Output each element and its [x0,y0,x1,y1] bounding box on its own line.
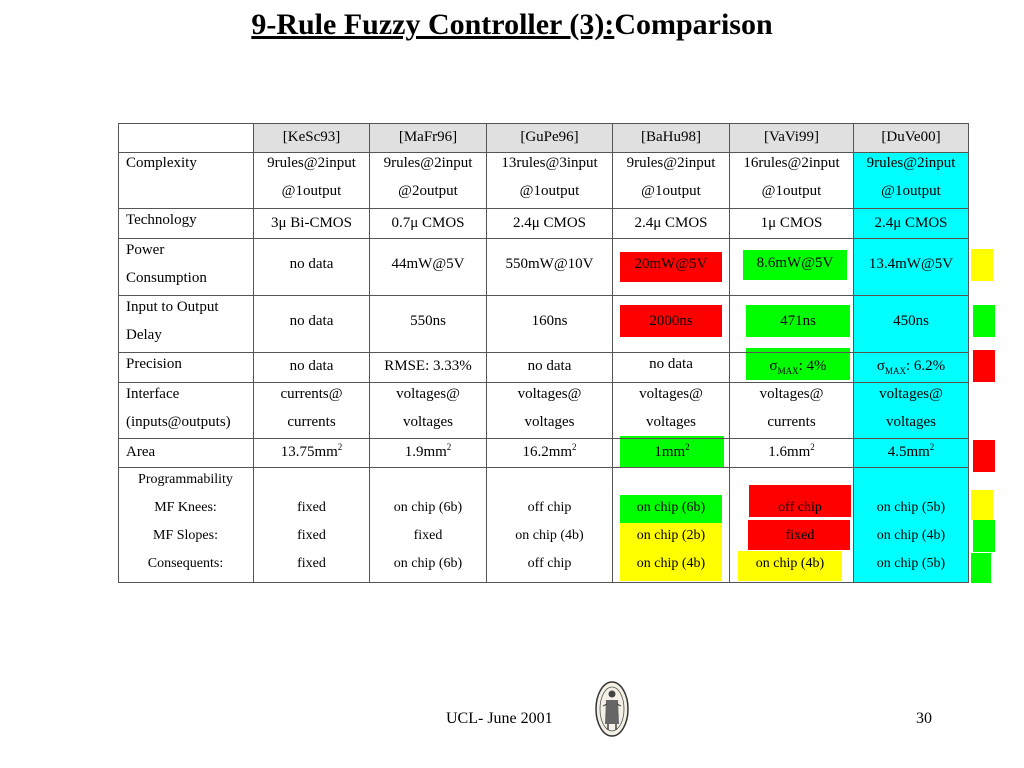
marker-green [973,520,995,552]
table-cell: 2.4μ CMOS [512,215,587,231]
table-cell: on chip (4b) [755,556,825,571]
table-cell: $1.6mm^2$ [768,442,815,460]
table-cell: 20mW@5V [634,256,708,272]
table-cell: no data [649,356,693,372]
table-cell: no data [289,358,334,374]
comparison-table [118,123,969,583]
table-cell: voltages@ currents [759,386,824,430]
row-label-area: Area [126,444,156,460]
table-cell: $\sigma_{MAX}$: 4% [769,358,827,376]
table-cell: 9rules@2input @1output [626,155,716,199]
footer-text: UCL- June 2001 [446,710,553,727]
table-cell: 2.4μ CMOS [634,215,708,231]
table-cell: 550mW@10V [505,256,594,272]
table-cell: 16rules@2input @1output [743,155,840,199]
row-label-technology: Technology [126,212,197,228]
table-cell: 1μ CMOS [760,215,823,231]
col-header-gupe96: [GuPe96] [520,129,579,145]
table-cell: $1.9mm^2$ [404,442,452,460]
table-cell: RMSE: 3.33% [384,358,472,374]
table-cell: 550ns [410,313,446,329]
table-cell: currents@ currents [280,386,343,430]
table-cell: 0.7μ CMOS [391,215,465,231]
col-header-kesc93: [KeSc93] [282,129,341,145]
table-cell: $13.75mm^2$ [280,442,343,460]
title-rest: Comparison [614,8,773,41]
table-cell: off chip fixed [778,500,822,543]
marker-green [973,305,995,337]
page-number: 30 [916,710,932,727]
table-cell: 160ns [531,313,568,329]
table-cell: voltages@ voltages [396,386,460,430]
table-cell: 44mW@5V [391,256,465,272]
table-cell: no data [289,313,334,329]
title-underlined: 9-Rule Fuzzy Controller (3): [251,8,615,41]
table-cell: 2000ns [649,313,693,329]
col-header-duve00: [DuVe00] [881,129,941,145]
slide-title [0,8,1024,42]
table-cell: voltages@ voltages [879,386,943,430]
row-label-precision: Precision [126,356,182,372]
table-cell: 9rules@2input @2output [383,155,473,199]
marker-yellow [971,249,993,281]
table-cell: $16.2mm^2$ [522,442,577,460]
col-header-mafr96: [MaFr96] [398,129,458,145]
table-cell: no data [289,256,334,272]
table-cell: off chip on chip (4b) off chip [515,500,584,571]
table-cell: 13rules@3input @1output [501,155,598,199]
table-cell: $1mm^2$ [654,442,690,460]
row-label-complexity: Complexity [126,155,197,171]
col-header-vavi99: [VaVi99] [764,129,819,145]
table-cell: voltages@ voltages [517,386,582,430]
table-cell: 3μ Bi-CMOS [271,215,352,231]
table-cell: 9rules@2input @1output [866,155,956,199]
table-cell: 13.4mW@5V [868,256,954,272]
table-cell: 8.6mW@5V [756,255,834,271]
table-cell: 471ns [780,313,816,329]
col-header-bahu98: [BaHu98] [641,129,701,145]
table-cell: 450ns [893,313,929,329]
university-seal-icon [594,680,630,738]
table-cell: no data [527,358,572,374]
table-cell: 2.4μ CMOS [874,215,948,231]
row-label-interface: Interface (inputs@outputs) [126,386,231,430]
table-cell: fixed fixed fixed [297,500,326,571]
marker-red [973,350,995,382]
row-label-power: Power Consumption [126,242,207,286]
row-label-delay: Input to Output Delay [126,299,219,343]
marker-yellow [971,490,993,520]
marker-green [971,553,991,583]
row-label-programmability: Programmability MF Knees: MF Slopes: Consequents: [138,472,233,571]
marker-red [973,440,995,472]
table-cell: 9rules@2input @1output [267,155,356,199]
table-cell: voltages@ voltages [639,386,703,430]
table-cell: $4.5mm^2$ [887,442,935,460]
table-cell: on chip (6b) on chip (2b) on chip (4b) [636,500,706,571]
table-cell: on chip (5b) on chip (4b) on chip (5b) [876,500,946,571]
table-cell: $\sigma_{MAX}$: 6.2% [876,358,946,376]
table-cell: on chip (6b) fixed on chip (6b) [393,500,463,571]
